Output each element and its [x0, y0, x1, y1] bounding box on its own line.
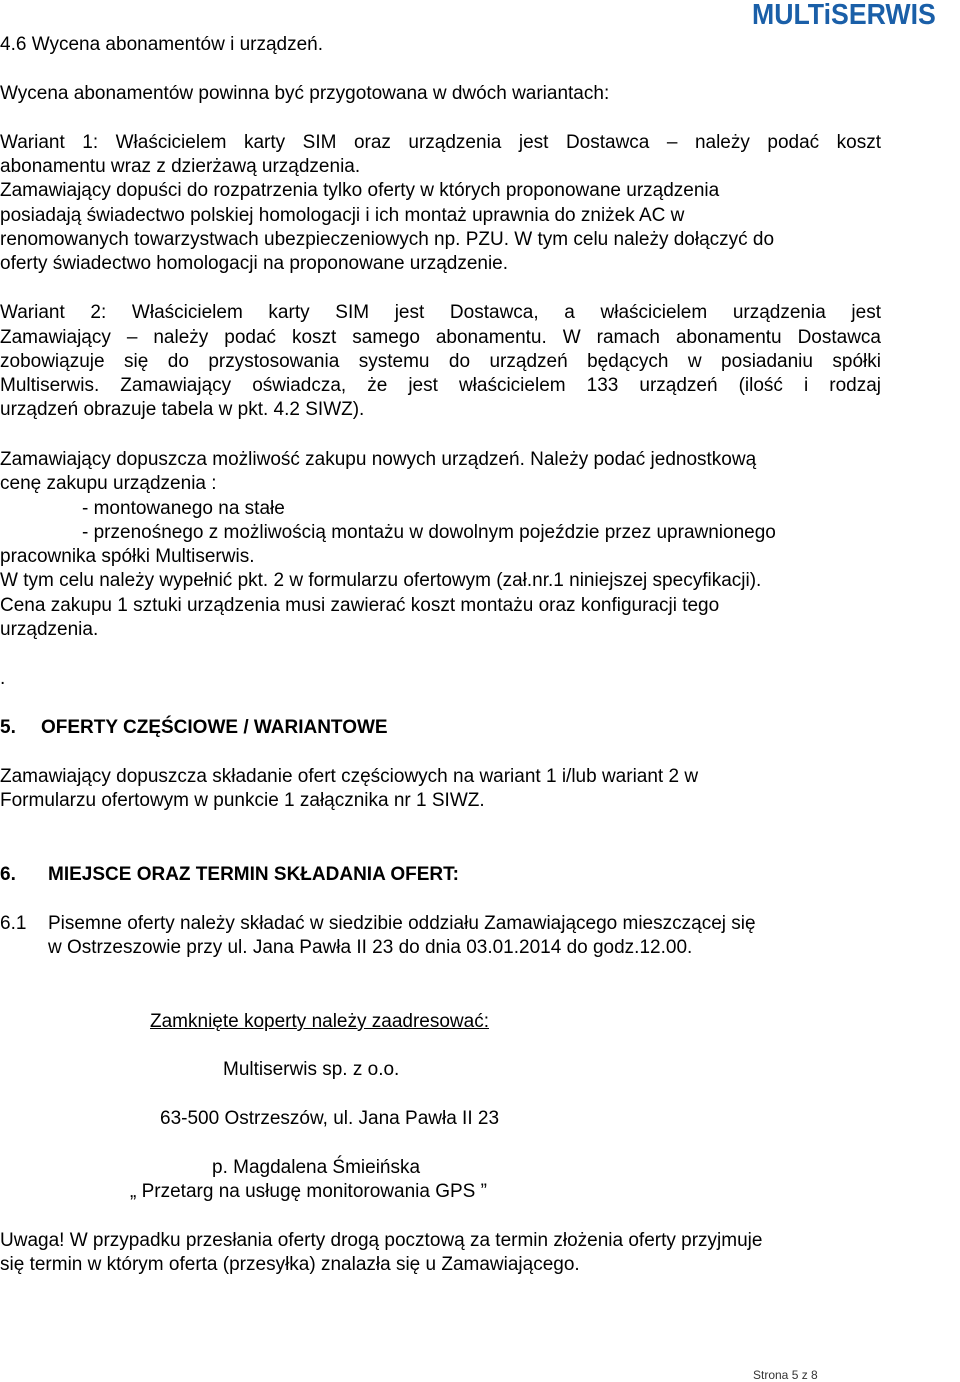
company-logo: MULTiSERWIS — [752, 0, 936, 31]
section6-title: MIEJSCE ORAZ TERMIN SKŁADANIA OFERT: — [48, 864, 459, 885]
purchase-line6: W tym celu należy wypełnić pkt. 2 w formularzu ofertowym (zał.nr.1 niniejszej specyfikacji). — [0, 570, 762, 591]
variant1-line5: renomowanych towarzystwach ubezpieczeniowych np. PZU. W tym celu należy dołączyć do — [0, 229, 775, 250]
section61-line1: Pisemne oferty należy składać w siedzibie oddziału Zamawiającego mieszczącej się — [48, 913, 756, 934]
purchase-line2: cenę zakupu urządzenia : — [0, 473, 217, 494]
address-subject: „ Przetarg na usługę monitorowania GPS ” — [130, 1181, 487, 1202]
section5-line2: Formularzu ofertowym w punkcie 1 załącznika nr 1 SIWZ. — [0, 790, 485, 811]
purchase-option-portable: - przenośnego z możliwością montażu w dowolnym pojeździe przez uprawnionego — [82, 522, 776, 543]
purchase-line8: urządzenia. — [0, 619, 99, 640]
variant1-line4: posiadają świadectwo polskiej homologacji i ich montaż uprawnia do zniżek AC w — [0, 205, 685, 226]
section61-number: 6.1 — [0, 913, 27, 934]
variant2-line2: Zamawiający – należy podać koszt samego abonamentu. W ramach abonamentu Dostawca — [0, 327, 881, 348]
section61-line2: w Ostrzeszowie przy ul. Jana Pawła II 23 do dnia 03.01.2014 do godz.12.00. — [48, 937, 693, 958]
purchase-line7: Cena zakupu 1 sztuki urządzenia musi zawierać koszt montażu oraz konfiguracji tego — [0, 595, 720, 616]
section5-number: 5. — [0, 717, 16, 738]
variant2-line5: urządzeń obrazuje tabela w pkt. 4.2 SIWZ). — [0, 399, 365, 420]
page-number: Strona 5 z 8 — [753, 1368, 818, 1382]
purchase-line5: pracownika spółki Multiserwis. — [0, 546, 255, 567]
address-street: 63-500 Ostrzeszów, ul. Jana Pawła II 23 — [160, 1108, 500, 1129]
section5-line1: Zamawiający dopuszcza składanie ofert częściowych na wariant 1 i/lub wariant 2 w — [0, 766, 699, 787]
note-line2: się termin w którym oferta (przesyłka) znalazła się u Zamawiającego. — [0, 1254, 580, 1275]
variant2-line3: zobowiązuje się do przystosowania systemu do urządzeń będących w posiadaniu spółki — [0, 351, 881, 372]
section5-title: OFERTY CZĘŚCIOWE / WARIANTOWE — [41, 717, 388, 738]
purchase-option-fixed: - montowanego na stałe — [82, 498, 285, 519]
intro-text: Wycena abonamentów powinna być przygotowana w dwóch wariantach: — [0, 83, 610, 104]
section-title: 4.6 Wycena abonamentów i urządzeń. — [0, 34, 324, 55]
variant2-line1: Wariant 2: Właścicielem karty SIM jest Dostawca, a właścicielem urządzenia jest — [0, 302, 881, 323]
variant1-line3: Zamawiający dopuści do rozpatrzenia tylko oferty w których proponowane urządzenia — [0, 180, 720, 201]
purchase-line1: Zamawiający dopuszcza możliwość zakupu nowych urządzeń. Należy podać jednostkową — [0, 449, 757, 470]
variant1-line6: oferty świadectwo homologacji na proponowane urządzenie. — [0, 253, 509, 274]
stray-dot: . — [0, 668, 6, 689]
section6-number: 6. — [0, 864, 16, 885]
variant1-line1: Wariant 1: Właścicielem karty SIM oraz urządzenia jest Dostawca – należy podać koszt — [0, 132, 881, 153]
envelope-heading: Zamknięte koperty należy zaadresować: — [150, 1011, 489, 1032]
note-line1: Uwaga! W przypadku przesłania oferty drogą pocztową za termin złożenia oferty przyjmuje — [0, 1230, 763, 1251]
address-person: p. Magdalena Śmieińska — [212, 1157, 421, 1178]
address-company: Multiserwis sp. z o.o. — [223, 1059, 400, 1080]
variant2-line4: Multiserwis. Zamawiający oświadcza, że jest właścicielem 133 urządzeń (ilość i rodzaj — [0, 375, 881, 396]
variant1-line2: abonamentu wraz z dzierżawą urządzenia. — [0, 156, 361, 177]
